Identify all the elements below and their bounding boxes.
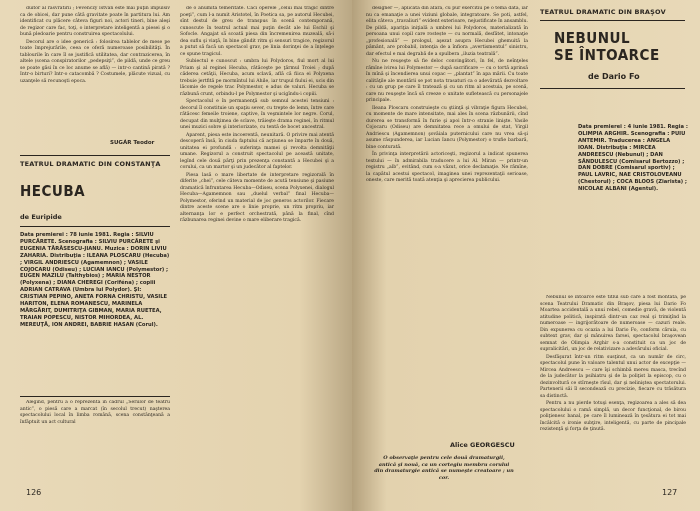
- right-page: [352, 0, 700, 511]
- play-title-line: SE ÎNTOARCE: [554, 46, 660, 64]
- paragraph: duitor al răsvrătirii ; Fevenczy István este mai puţin impulsiv ca de obicei, dar pune câtă gravitate poate în partitura lui. Am identificat cu plăcere câteva figuri noi, actori tineri, bine aleşi de regizor care fac, toţi, o interpretare inteligentă a piesei şi o bună pledoarie pentru construirea spectacolului.: [20, 6, 170, 37]
- divider: [20, 226, 170, 227]
- paragraph: În privinţa interpretării actoriceşti, regizorul a indicat spunerea textului — în admirabila traducere a lui Al. Miran — printr-un registru „alb”, evitând, cum s-a văzut, orice declamaţie. Ne rămîne, la capătul acestui spectacol, imaginea unei reprezentaţii serioase, oneste, care merită toată atenţia şi aprecierea publicului.: [366, 152, 528, 183]
- play-author: de Euripide: [20, 213, 62, 221]
- divider: [540, 20, 685, 21]
- paragraph: Nebunul se întoarce este titlul sub care a fost montată, pe scena Teatrului Dramatic din Braşov, piesa lui Dario Fo Moartea accidentală a unui rebel, comedie gravă, de violentă atitudine politică, inspirată dintr-un caz real şi trimiţînd la numeroase — ingrijorătoare de numeroase — cazuri reale. Din expunerea cu ocazia a lui Dario Fo, conform căruia, cu subtext grav, dar şi mânuirea farsei, spectacolul braşovean semnat de Olimpia Arghir s-a constituit ca un joc de supralicitări, un joc de relativizare a adevărului oficial.: [540, 295, 686, 352]
- paragraph: Nu ne reuşeşte să fie deloc convingători, în fel, de neînţeles rămîne ivirea lui Polymestor — după sacrificare — cu o tortă aprinsă în mînă şi încendierea unui copac — „plantat” în apa mării. Cu toate calităţile ale montării se pot nota trasaturi ca o adevărată dezvoltare : cu un grup pe care îl tratează şi cu un ritm al acestuia, pe scenă, care nu reuşeşte încă să creeze o unitate sufletească cu personajele principale.: [366, 59, 528, 103]
- left-col1-intro: [20, 6, 170, 134]
- paragraph: Ileana Ploscaru construieşte cu ştiinţă şi vibraţie figura Hecubei, cu momente de mare intensitate, mai ales în scena răzbunării, cînd durerea se transformă în furie şi apoi într-o stranie linişte. Vasile Cojocaru (Odiseu) are demnitatea rece a omului de stat, Virgil Andriescu (Agamemnon) şovăiala puternicului care nu vrea să-şi asume răspunderea, iar Lucian Iancu (Polymestor) o trufie barbară, bine conturată.: [366, 105, 528, 150]
- left-col1-closing: [20, 400, 170, 464]
- page-number: 126: [26, 488, 42, 497]
- paragraph: Alegînd, pentru a o reprezenta în cadrul „Seriilor de teatru antic”, o piesă care a marcat (în secolul trecut) naşterea spectacolului local în limba română, scena constănţeană a înfăptuit un act cultural: [20, 400, 170, 425]
- divider: [20, 155, 170, 156]
- paragraph: Piesa lasă o mare libertate de interpretare regizorală în diferite „chei”, cele câteva momente de acută tensiune şi pasiune dramatică înfruntarea Hecuba—Odiseu, scena Polyxenei, dialogul Hecuba—Agamemnon sau „duelul verbal” final Hecuba—Polymestor, oferind un material de joc generos actorilor. Fiecare dintre aceste scene are o linie proprie, un ritm propriu, iar alternanţa lor e perfect orchestrată, până la final, cînd răzbunarea reginei devine o mare eliberare tragică.: [180, 172, 334, 223]
- paragraph: Aparent, piesa este incoerentă, neunitară. O privire mai atentă descoperă însă, în ciuda faptului că acţiunea se împarte în două, unitatea ei profundă : suferinţa mamei şi revolta demnităţii umane. Regizorul a construit spectacolul pe această unitate, legînd cele două părţi prin prezenţa constantă a Hecubei şi a corului, ca un martor şi un judecător al faptelor.: [180, 132, 334, 170]
- right-col2-text: [540, 295, 686, 485]
- photo-caption: O observaţie pentru cele două dramaturgii, antică şi nouă, ca un cortegiu membru corului din dramaturgie antică se numeşte creatoare ; un cor.: [374, 455, 514, 481]
- theatre-header: TEATRUL DRAMATIC DIN CONSTANŢA: [20, 160, 161, 168]
- play-author: de Dario Fo: [588, 72, 640, 81]
- paragraph: Spectacolul e în permanenţă sub semnul acestei tensiuni : decorul îl constituie un spaţiu sever, cu trepte de lemn, între care rătăcesc femeile troiene, captive, în veşmintele lor negre. Corul, decupat din mulţimea de sclave, trăieşte drama reginei, în ritmul unei muzici sobre şi interiorizate, cu tentă de bocet ancestral.: [180, 99, 334, 130]
- paragraph: Pentru a nu pierde totuşi esenţa, regizoarea a ales să dea spectacolului o ramă simplă, un decor funcţional, de birou poliţienesc banal, pe care îl luminează în ţesătura ei tot mai încâlcită o ironie subţire, inteligentă, cu parte de pincipale rezistenţă şi forţa de ţinută.: [540, 401, 686, 432]
- play-title: HECUBA: [20, 182, 86, 200]
- play-title-line: NEBUNUL: [554, 29, 631, 47]
- production-credits: Data premierei : 4 iunie 1981. Regia : OLIMPIA ARGHIR. Scenografia : PUIU ANTEMIR. Traducerea : ANGELA IOAN. Distribuţia : MIRCEA ANDREESCU (Nebunul) ; DAN SĂNDULESCU (Comisarul Bertozzo) ; DAN DOBRE (Comisarul sportiv) ; PAUL LAVRIC, NAE CRISTOLOVEANU (Chestorul) ; COCA BLOOS (Ziarista) ; NICOLAE ALBANI (Agentul).: [578, 124, 688, 193]
- review-signature: Alice GEORGESCU: [450, 441, 515, 449]
- paragraph: designer —, aplicată din afară, cu pur exercitiu pe o temă dată, iar nu ca emanaţie a unei viziuni globale, integratoare. Se poti, astfel, elita câteva „travaliuri” evident exterioare, nejustificate în ansamblu. De pildă, apariţia iniţială a umbrei lui Polydoros, materializată în persoana unui copil care rostește — cu normală, desfătet, intonaţie „profesională” — prologul, aşezat asupra Hecubei ghemuită la pământ, are probabil, intenţia de a înfiora „avertismentul” sinistru, dar efectul e mai degrabă de a spulbera „iluzia teatrală”.: [366, 6, 528, 57]
- right-col1-text: [366, 6, 528, 438]
- paragraph: Subiectul e cunoscut : umbra lui Polydoros, fiul mort al lui Priam şi al reginei Hecuba, rătăceşte pe ţărmul Troiei ; după căderea cetăţii, Hecuba, acum sclavă, află că fiica ei Polyxena trebuie jertfită pe mormîntul lui Ahile, iar trupul fiului ei, ucis din lăcomie de regele trac Polymestor, e adus de valuri. Hecuba se răzbună crunt, orbindu-l pe Polymestor şi ucigîndu-i copiii.: [180, 59, 334, 97]
- divider: [20, 396, 170, 397]
- paragraph: Desfăşurat într-un ritm susţinut, ca un număr de circ, spectacolul pune în valoare talentul unui actor de excepţie — Mircea Andreescu — care îşi schimbă mereu masca, trecînd de la judecător la psihiatru şi de la poliţist la episcop, cu o dezinvoltură ce stîrneşte rîsul, dar şi neliniştea spectatorului. Partenerii săi îl secondează cu precizie, fiecare cu trăsătura sa distinctă.: [540, 354, 686, 399]
- play-title: [554, 30, 684, 64]
- theatre-header: TEATRUL DRAMATIC DIN BRAŞOV: [540, 8, 666, 16]
- left-col2-text: [180, 6, 334, 480]
- review-signature: SUGÁR Teodor: [110, 140, 155, 146]
- production-credits: Data premierei : 78 iunie 1981. Regia : SILVIU PURCĂRETE. Scenografia : SILVIU PURCĂRETE şi EUGENIA TĂRĂSESCU-JIANU. Muzica : DORIN LIVIU ZAHARIA. Distribuţia : ILEANA PLOSCARU (Hecuba) ; VIRGIL ANDRIESCU (Agamemnon) ; VASILE COJOCARU (Odiseu) ; LUCIAN IANCU (Polymestor) ; EUGEN MAZILU (Talthybios) ; MARIA NESTOR (Polyxena) ; DIANA CHEREGI (Coriféna) ; copiii ADRIAN CATRAVA (Umbra lui Polydor). ŞI: CRISTIAN PEPINO, ANETA FORNA CHRISTU, VASILE HARITON, ELENA ROMANESCU, MARINELA MĂRGĂRIT, DUMITRIŢA GIBMAN, MARIA RUETEA, TRAIAN POPESCU, NISTOR MIHORDEA, AL. MEREUŢĂ, ION ANDREI, BABRIE HASAN (Corul).: [20, 232, 170, 328]
- page-number: 127: [662, 488, 678, 497]
- paragraph: Decorul are o idee generică : folosirea tablelor de mese pe toate împrejurările, ceea ce oferă numeroase posibilităţi. În tablourile în care îl se justifică utilitatea, dar contrazicerea, în altele (scena conspiratorilor „pedepsiţi”, de pildă, unde ce greu se poate găsi în ce loc anume se află) — intr-o cantină pirată ? Intr-o birturi? Intr-o catacombă ? Costumele, plăcute vizual, cu uzanţele să recunoşti epoca.: [20, 39, 170, 84]
- divider: [540, 88, 685, 89]
- paragraph: de o anumită temeritate. Căci operele „celui mai tragic dintre poeţi”, cum l-a numit Aristotel, în Poetica sa, pe autorul Hecubei, sînt destul de greu de transpus în scenă contemporană, cunoscute în teatrul actual mai puţin decât ale lui Eschil şi Sofocle. Angajat să scoată piesa din încremenirea muzeală, să-i dea suflu şi viaţă, în bine gândit ritm şi sensuri tragice, regizorul a putut să facă un spectacol grav, pe linia dorinţei de a înţelege ce spune tragicul.: [180, 6, 334, 57]
